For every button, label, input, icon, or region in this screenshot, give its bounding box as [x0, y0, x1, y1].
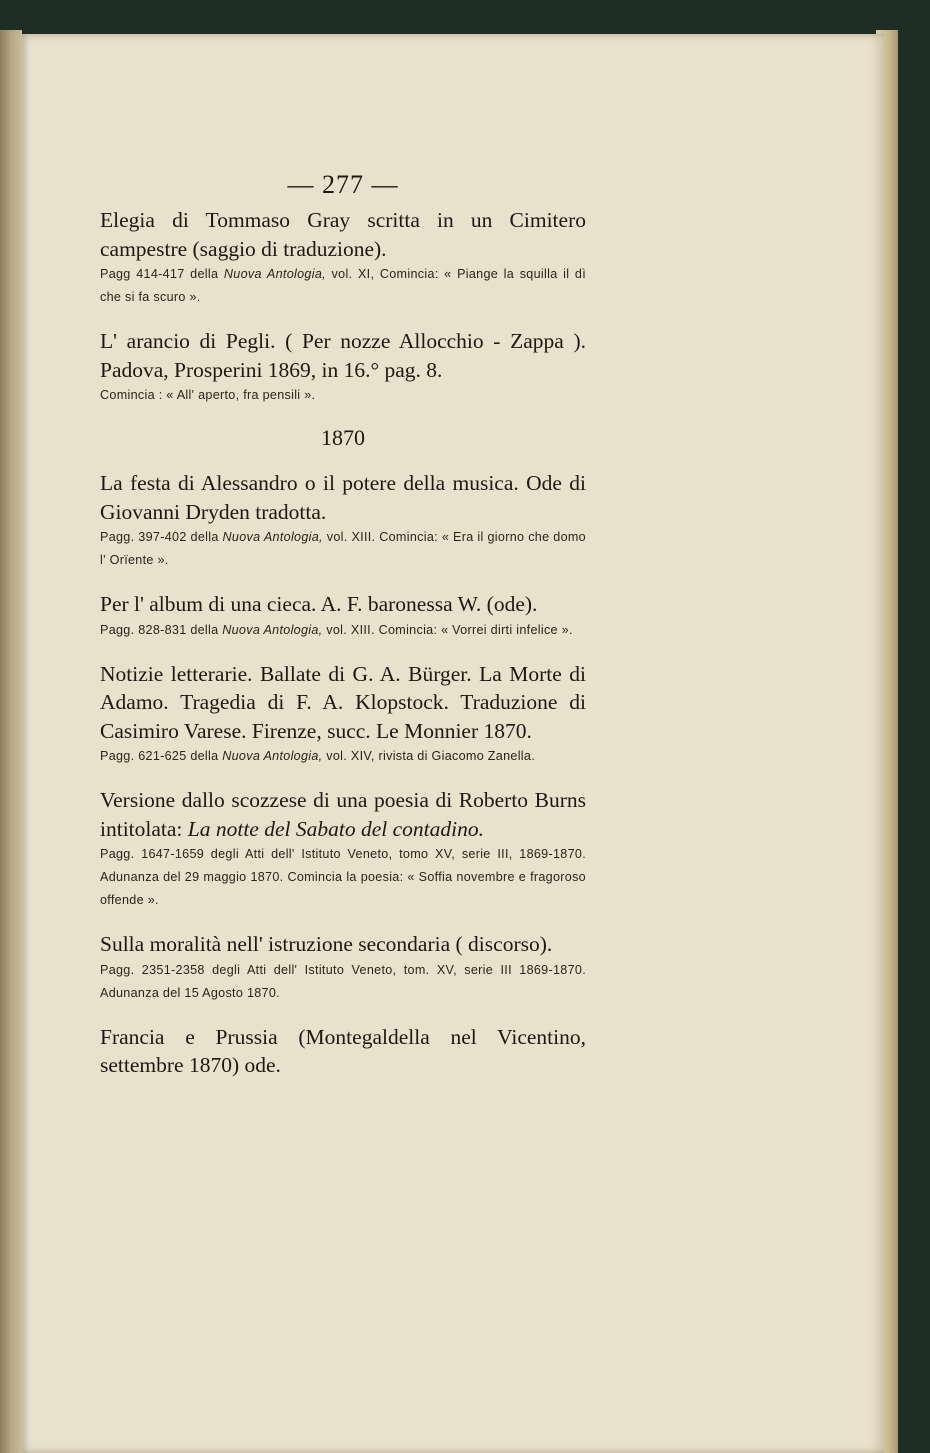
entry-arancio [100, 327, 586, 407]
entry-title: Francia e Prussia (Montegaldella nel Vicentino, settembre 1870) ode. [100, 1024, 586, 1077]
entry-note: Comincia : « All' aperto, fra pensili ». [100, 388, 316, 402]
entry-note: Pagg 414-417 della Nuova Antologia, vol. XI, Comincia: « Piange la squilla il dì che si fa scuro ». [100, 267, 587, 304]
entry-title: Notizie letterarie. Ballate di G. A. Bürger. La Morte di Adamo. Tragedia di F. A. Klopstock. Traduzione di Casimiro Varese. Firenze, succ. Le Monnier 1870. [100, 661, 586, 743]
entry-elegia [100, 206, 586, 309]
entry-note: Pagg. 828-831 della Nuova Antologia, vol. XIII. Comincia: « Vorrei dirti infelice ». [100, 622, 573, 637]
entry-title: Per l' album di una cieca. A. F. baronessa W. (ode). [100, 592, 538, 616]
entry-festa-alessandro [100, 469, 586, 572]
entry-moralita [100, 930, 586, 1005]
entry-title: L' arancio di Pegli. ( Per nozze Allocchio - Zappa ). Padova, Prosperini 1869, in 16.° pag. 8. [100, 329, 586, 382]
entry-note: Pagg. 621-625 della Nuova Antologia, vol. XIV, rivista di Giacomo Zanella. [100, 749, 536, 763]
page-content [100, 170, 586, 1098]
entry-note: Pagg. 397-402 della Nuova Antologia, vol. XIII. Comincia: « Era il giorno che domo l' Orïente ». [100, 530, 586, 567]
page-number: — 277 — [287, 170, 399, 199]
entry-title: Elegia di Tommaso Gray scritta in un Cimitero campestre (saggio di traduzione). [100, 208, 586, 261]
entry-title: La festa di Alessandro o il potere della musica. Ode di Giovanni Dryden tradotta. [100, 471, 586, 524]
book-spine [0, 30, 22, 1453]
entry-francia-prussia [100, 1023, 586, 1080]
entry-note: Pagg. 2351-2358 degli Atti dell' Istituto Veneto, tom. XV, serie III 1869-1870. Adunanza del 15 Agosto 1870. [100, 962, 586, 1000]
entry-versione-burns [100, 786, 586, 912]
entry-notizie-letterarie [100, 660, 586, 769]
entry-title: Sulla moralità nell' istruzione secondaria ( discorso). [100, 932, 553, 956]
entry-album-cieca [100, 590, 586, 642]
entry-title: Versione dallo scozzese di una poesia di Roberto Burns intitolata: La notte del Sabato del contadino. [100, 788, 586, 841]
entry-note: Pagg. 1647-1659 degli Atti dell' Istituto Veneto, tomo XV, serie III, 1869-1870. Adunanza del 29 maggio 1870. Comincia la poesia: « Soffia novembre e fragoroso offende ». [100, 847, 586, 907]
year-heading: 1870 [321, 425, 365, 450]
